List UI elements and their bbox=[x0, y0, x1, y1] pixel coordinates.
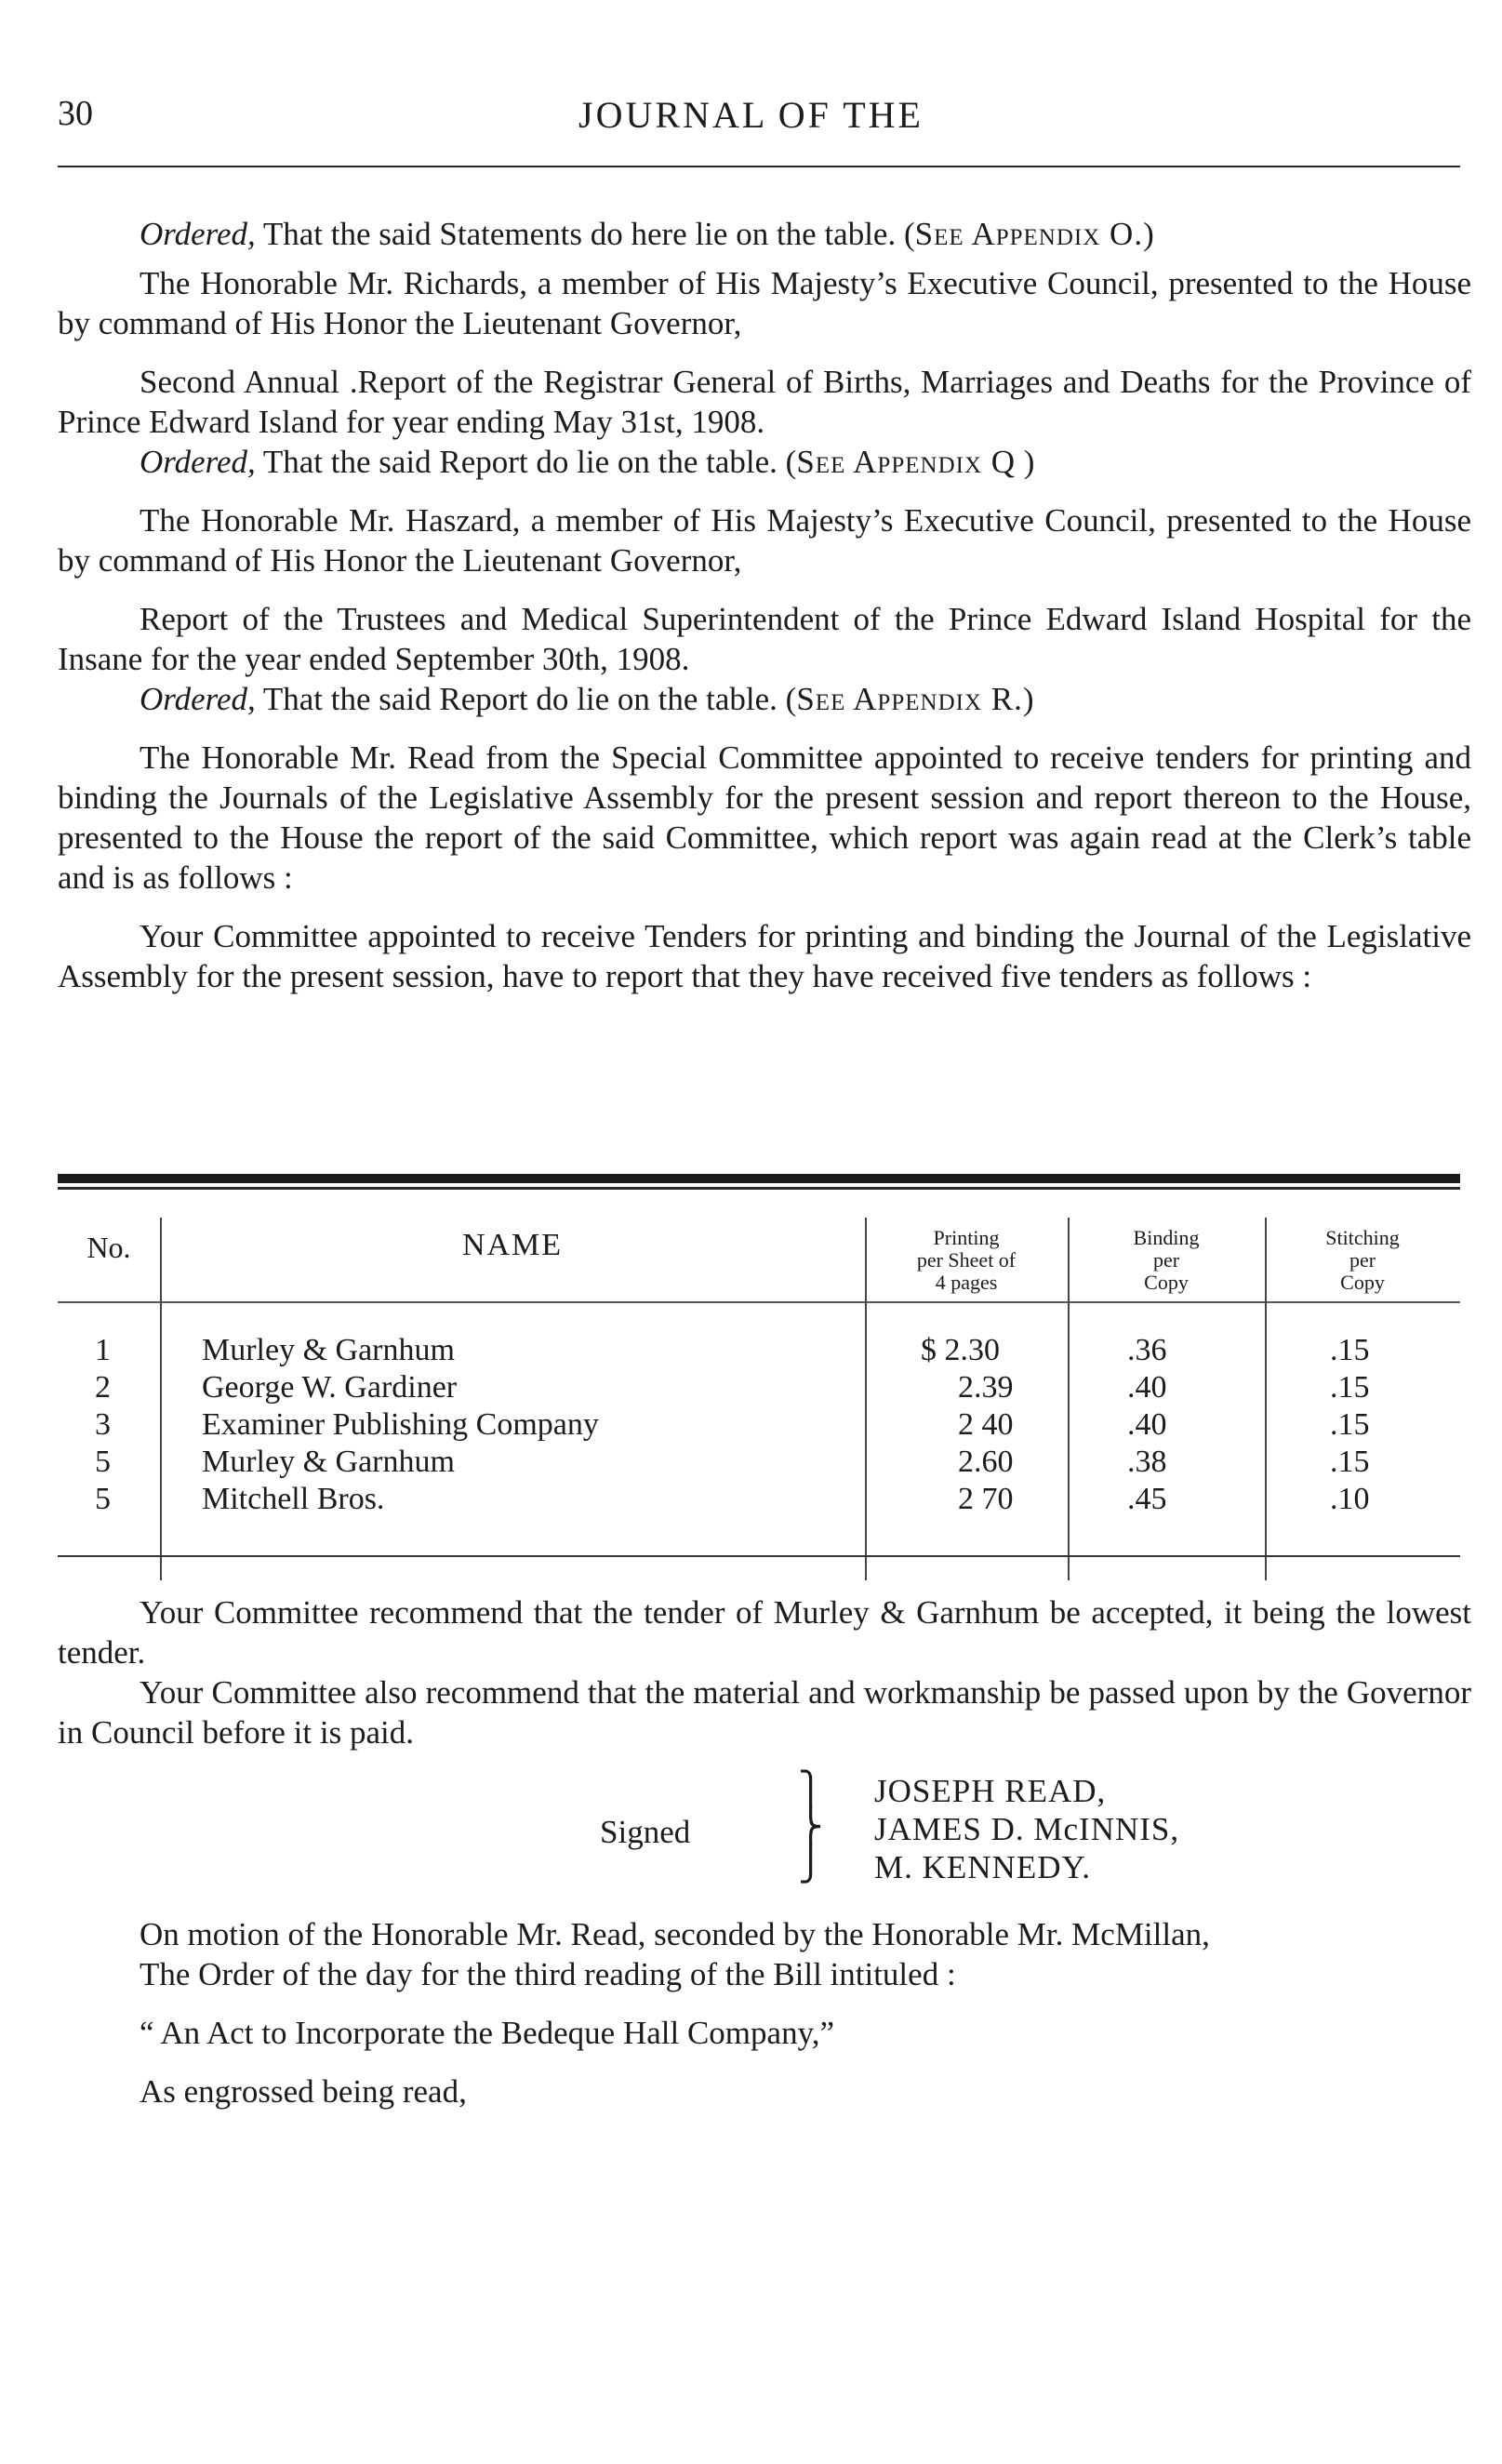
paragraph-recommend-tender: Your Committee recommend that the tender of Murley & Garnhum be accepted, it being the lowest tender. bbox=[58, 1594, 1471, 1671]
ordered-label: Ordered, bbox=[140, 216, 256, 252]
cell-name: Examiner Publishing Company bbox=[202, 1407, 599, 1442]
paragraph-ordered-report-q: Ordered, That the said Report do lie on the table. (See Appendix Q ) bbox=[140, 444, 1035, 480]
table-row bbox=[58, 1482, 1460, 1517]
cell-printing: $ 2.30 bbox=[921, 1333, 1000, 1367]
appendix-reference: See Appendix Q bbox=[796, 444, 1017, 480]
cell-name: George W. Gardiner bbox=[202, 1370, 458, 1405]
paragraph-recommend-material: Your Committee also recommend that the material and workmanship be passed upon by the Governor in Council before it is paid. bbox=[58, 1674, 1471, 1751]
tenders-table bbox=[58, 1174, 1460, 1536]
signed-label: Signed bbox=[600, 1814, 691, 1850]
paragraph-motion: On motion of the Honorable Mr. Read, seconded by the Honorable Mr. McMillan, bbox=[140, 1916, 1210, 1952]
table-row bbox=[58, 1445, 1460, 1480]
cell-no: 1 bbox=[95, 1333, 111, 1367]
signatories bbox=[874, 1772, 1179, 1886]
cell-binding: .40 bbox=[1127, 1407, 1167, 1442]
upper-text bbox=[58, 214, 1471, 996]
cell-binding: .36 bbox=[1127, 1333, 1167, 1367]
cell-stitching: .15 bbox=[1330, 1333, 1370, 1367]
cell-printing: 2 70 bbox=[958, 1482, 1014, 1516]
closing-text bbox=[58, 1914, 1471, 2111]
table-row bbox=[58, 1333, 1460, 1368]
cell-name: Murley & Garnhum bbox=[202, 1333, 455, 1367]
table-bottom-rule bbox=[58, 1555, 1460, 1557]
signatory-name: JAMES D. McINNIS, bbox=[874, 1811, 1180, 1847]
cell-no: 5 bbox=[95, 1445, 111, 1479]
cell-printing: 2.60 bbox=[958, 1445, 1014, 1479]
header-binding: Binding per Copy bbox=[1133, 1226, 1200, 1294]
table-row bbox=[58, 1407, 1460, 1443]
paragraph-engrossed: As engrossed being read, bbox=[140, 2073, 467, 2110]
paragraph-ordered-statements: Ordered, That the said Statements do here lie on the table. (See Appendix O.) bbox=[140, 216, 1154, 252]
header-no: No. bbox=[86, 1231, 131, 1264]
lower-text bbox=[58, 1592, 1471, 1752]
cell-stitching: .15 bbox=[1330, 1445, 1370, 1479]
table-body bbox=[58, 1303, 1460, 1536]
paragraph-bill-title: “ An Act to Incorporate the Bedeque Hall Company,” bbox=[140, 2015, 835, 2051]
paragraph-registrar-report: Second Annual .Report of the Registrar General of Births, Marriages and Deaths for the Province of Prince Edward Island for year ending May 31st, 1908. bbox=[58, 364, 1471, 440]
cell-stitching: .15 bbox=[1330, 1407, 1370, 1442]
cell-stitching: .10 bbox=[1330, 1482, 1370, 1516]
paragraph-committee-tenders: Your Committee appointed to receive Tenders for printing and binding the Journal of the Legislative Assembly for the present session, have to report that they have received five tenders as follows : bbox=[58, 918, 1471, 994]
ordered-label: Ordered, bbox=[140, 444, 256, 480]
paragraph-richards: The Honorable Mr. Richards, a member of His Majesty’s Executive Council, presented to the House by command of His Honor the Lieutenant Governor, bbox=[58, 265, 1471, 341]
table-row bbox=[58, 1370, 1460, 1405]
paragraph-ordered-report-r: Ordered, That the said Report do lie on the table. (See Appendix R.) bbox=[140, 681, 1034, 717]
cell-no: 2 bbox=[95, 1370, 111, 1405]
header-rule bbox=[58, 166, 1460, 167]
header-printing: Printing per Sheet of 4 pages bbox=[916, 1226, 1017, 1294]
ordered-label: Ordered, bbox=[140, 681, 256, 717]
cell-printing: 2 40 bbox=[958, 1407, 1014, 1442]
table-header bbox=[58, 1190, 1460, 1303]
brace-icon: ⎫ ⎬ ⎭ bbox=[798, 1771, 823, 1883]
cell-no: 5 bbox=[95, 1482, 111, 1516]
cell-binding: .40 bbox=[1127, 1370, 1167, 1405]
cell-no: 3 bbox=[95, 1407, 111, 1442]
paragraph-read-committee: The Honorable Mr. Read from the Special Committee appointed to receive tenders for printing and binding the Journals of the Legislative Assembly for the present session and report thereon to the House, presented to the House the report of the said Committee, which report was again read at the Clerk’s table and is as follows : bbox=[58, 739, 1471, 896]
signatory-name: M. KENNEDY. bbox=[874, 1849, 1091, 1885]
paragraph-order-of-day: The Order of the day for the third reading of the Bill intituled : bbox=[140, 1956, 956, 1992]
signatory-name: JOSEPH READ, bbox=[874, 1773, 1107, 1809]
paragraph-trustees-report: Report of the Trustees and Medical Superintendent of the Prince Edward Island Hospital for the Insane for the year ended September 30th, 1908. bbox=[58, 601, 1471, 677]
cell-binding: .38 bbox=[1127, 1445, 1167, 1479]
header-stitching: Stitching per Copy bbox=[1325, 1226, 1400, 1294]
running-title: JOURNAL OF THE bbox=[578, 94, 924, 136]
cell-name: Mitchell Bros. bbox=[202, 1482, 385, 1516]
cell-name: Murley & Garnhum bbox=[202, 1445, 455, 1479]
appendix-reference: See Appendix O. bbox=[914, 216, 1144, 252]
cell-stitching: .15 bbox=[1330, 1370, 1370, 1405]
cell-printing: 2.39 bbox=[958, 1370, 1014, 1405]
cell-binding: .45 bbox=[1127, 1482, 1167, 1516]
header-name: NAME bbox=[461, 1228, 564, 1262]
table-top-rule bbox=[58, 1174, 1460, 1183]
paragraph-haszard: The Honorable Mr. Haszard, a member of His Majesty’s Executive Council, presented to the House by command of His Honor the Lieutenant Governor, bbox=[58, 502, 1471, 579]
appendix-reference: See Appendix R. bbox=[796, 681, 1023, 717]
page-number: 30 bbox=[58, 94, 93, 133]
